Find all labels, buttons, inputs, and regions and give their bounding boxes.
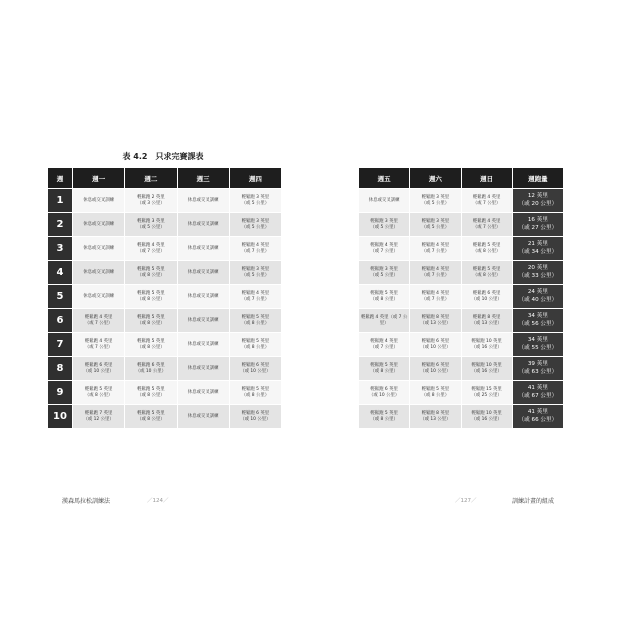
workout-cell <box>125 261 176 284</box>
cell-line: （或 10 公里） <box>420 368 451 374</box>
cell-line: 輕鬆跑 7 英里 <box>84 410 113 416</box>
workout-cell <box>230 285 281 308</box>
workout-cell <box>462 405 512 428</box>
cell-line: 休息或交叉訓練 <box>187 221 219 227</box>
table-row <box>48 333 281 356</box>
cell-line: （或 10 公里） <box>471 296 502 302</box>
workout-cell <box>410 189 460 212</box>
cell-line: 休息或交叉訓練 <box>187 389 219 395</box>
workout-cell <box>410 237 460 260</box>
cell-line: 21 英里 <box>527 241 548 248</box>
cell-line: （或 7 公里） <box>421 272 450 278</box>
workout-cell <box>230 381 281 404</box>
cell-line: 輕鬆跑 10 英里 <box>471 410 502 416</box>
cell-line: 休息或交叉訓練 <box>83 197 114 203</box>
column-header: 週跑量 <box>513 168 563 188</box>
workout-cell <box>462 309 512 332</box>
workout-cell <box>178 285 229 308</box>
cell-line: 12 英里 <box>527 193 548 200</box>
workout-cell <box>73 285 124 308</box>
column-header: 週 <box>48 168 72 188</box>
cell-line: 輕鬆跑 4 英里 <box>84 314 113 320</box>
cell-line: 輕鬆跑 5 英里 <box>370 290 398 296</box>
cell-line: （或 34 公里） <box>518 248 558 255</box>
workout-cell <box>178 405 229 428</box>
workout-cell <box>359 309 409 332</box>
week-number: 2 <box>48 213 72 236</box>
workout-cell <box>125 309 176 332</box>
cell-line: （或 55 公里） <box>518 344 558 351</box>
cell-line: 輕鬆跑 4 英里 <box>421 242 450 248</box>
cell-line: 輕鬆跑 4 英里 <box>421 266 450 272</box>
column-header: 週五 <box>359 168 409 188</box>
workout-cell <box>230 213 281 236</box>
workout-cell <box>230 189 281 212</box>
weekly-mileage-cell <box>513 285 563 308</box>
cell-line: （或 56 公里） <box>518 320 558 327</box>
workout-cell <box>73 405 124 428</box>
cell-line: （或 16 公里） <box>471 344 502 350</box>
workout-cell <box>359 333 409 356</box>
cell-line: （或 25 公里） <box>471 392 502 398</box>
cell-line: 輕鬆跑 6 英里 <box>421 338 450 344</box>
cell-line: （或 8 公里） <box>472 248 501 254</box>
table-row <box>48 285 281 308</box>
workout-cell <box>230 237 281 260</box>
week-number: 7 <box>48 333 72 356</box>
cell-line: （或 10 公里） <box>368 392 400 398</box>
table-row <box>359 309 563 332</box>
workout-cell <box>178 189 229 212</box>
cell-line: 輕鬆跑 8 英里 <box>472 314 501 320</box>
cell-line: 輕鬆跑 5 英里 <box>370 410 398 416</box>
cell-line: （或 7 公里） <box>84 344 113 350</box>
cell-line: （或 3 公里） <box>137 200 165 206</box>
workout-cell <box>359 357 409 380</box>
cell-line: 輕鬆跑 3 英里 <box>241 266 270 272</box>
table-row <box>48 405 281 428</box>
weekly-mileage-cell <box>513 189 563 212</box>
cell-line: （或 10 公里） <box>83 368 114 374</box>
cell-line: （或 5 公里） <box>137 224 165 230</box>
week-number: 8 <box>48 357 72 380</box>
table-row <box>359 237 563 260</box>
table-row <box>359 333 563 356</box>
workout-cell <box>73 381 124 404</box>
cell-line: 輕鬆跑 5 英里 <box>137 410 165 416</box>
cell-line: （或 16 公里） <box>471 368 502 374</box>
workout-cell <box>410 261 460 284</box>
workout-cell <box>178 261 229 284</box>
table-row <box>359 285 563 308</box>
workout-cell <box>230 333 281 356</box>
cell-line: 休息或交叉訓練 <box>187 341 219 347</box>
cell-line: 休息或交叉訓練 <box>83 293 114 299</box>
cell-line: 休息或交叉訓練 <box>187 197 219 203</box>
workout-cell <box>125 285 176 308</box>
cell-line: 輕鬆跑 5 英里 <box>472 266 501 272</box>
cell-line: 輕鬆跑 6 英里 <box>472 290 501 296</box>
cell-line: （或 40 公里） <box>518 296 558 303</box>
cell-line: 休息或交叉訓練 <box>187 293 219 299</box>
cell-line: （或 12 公里） <box>83 416 114 422</box>
workout-cell <box>73 213 124 236</box>
table-row <box>48 213 281 236</box>
cell-line: （或 5 公里） <box>370 224 398 230</box>
workout-cell <box>125 405 176 428</box>
cell-line: 休息或交叉訓練 <box>83 245 114 251</box>
workout-cell <box>462 285 512 308</box>
cell-line: （或 8 公里） <box>370 296 398 302</box>
cell-line: 輕鬆跑 10 英里 <box>471 338 502 344</box>
cell-line: 輕鬆跑 5 英里 <box>241 314 270 320</box>
cell-line: （或 5 公里） <box>421 224 450 230</box>
cell-line: （或 8 公里） <box>137 272 165 278</box>
workout-cell <box>178 357 229 380</box>
workout-cell <box>410 381 460 404</box>
cell-line: 41 英里 <box>527 409 548 416</box>
cell-line: 輕鬆跑 2 英里 <box>137 194 165 200</box>
cell-line: （或 13 公里） <box>420 416 451 422</box>
cell-line: （或 13 公里） <box>471 320 502 326</box>
workout-cell <box>359 405 409 428</box>
cell-line: 輕鬆跑 5 英里 <box>472 242 501 248</box>
workout-cell <box>462 381 512 404</box>
workout-cell <box>178 237 229 260</box>
cell-line: （或 8 公里） <box>137 416 165 422</box>
cell-line: 輕鬆跑 3 英里 <box>421 218 450 224</box>
cell-line: （或 5 公里） <box>241 200 270 206</box>
cell-line: 16 英里 <box>527 217 548 224</box>
workout-cell <box>410 285 460 308</box>
cell-line: 輕鬆跑 5 英里 <box>137 266 165 272</box>
cell-line: （或 7 公里） <box>241 296 270 302</box>
cell-line: （或 5 公里） <box>370 272 398 278</box>
footer-book-title: 漢森馬拉松訓練法 <box>62 498 111 505</box>
cell-line: 輕鬆跑 3 英里 <box>137 218 165 224</box>
workout-cell <box>178 381 229 404</box>
table-row <box>48 381 281 404</box>
cell-line: （或 8 公里） <box>137 320 165 326</box>
cell-line: （或 67 公里） <box>518 392 558 399</box>
table-row <box>359 381 563 404</box>
cell-line: 輕鬆跑 5 英里 <box>370 362 398 368</box>
weekly-mileage-cell <box>513 261 563 284</box>
cell-line: 輕鬆跑 6 英里 <box>421 362 450 368</box>
cell-line: （或 5 公里） <box>421 200 450 206</box>
workout-cell <box>359 213 409 236</box>
cell-line: （或 10 公里） <box>135 368 167 374</box>
cell-line: 輕鬆跑 6 英里 <box>137 362 165 368</box>
cell-line: （或 8 公里） <box>84 392 113 398</box>
cell-line: （或 10 公里） <box>240 416 271 422</box>
workout-cell <box>230 357 281 380</box>
column-header: 週六 <box>410 168 460 188</box>
workout-cell <box>125 333 176 356</box>
workout-cell <box>230 405 281 428</box>
weekly-mileage-cell <box>513 309 563 332</box>
workout-cell <box>359 261 409 284</box>
week-number: 6 <box>48 309 72 332</box>
cell-line: 輕鬆跑 4 英里 <box>370 338 398 344</box>
cell-line: 輕鬆跑 5 英里 <box>84 386 113 392</box>
cell-line: 輕鬆跑 4 英里 <box>472 218 501 224</box>
column-header: 週四 <box>230 168 281 188</box>
cell-line: （或 8 公里） <box>370 368 398 374</box>
cell-line: 輕鬆跑 4 英里 <box>241 290 270 296</box>
workout-cell <box>410 333 460 356</box>
workout-cell <box>73 261 124 284</box>
cell-line: （或 10 公里） <box>240 368 271 374</box>
cell-line: 34 英里 <box>527 337 548 344</box>
cell-line: （或 7 公里） <box>370 248 398 254</box>
cell-line: 輕鬆跑 4 英里 <box>421 290 450 296</box>
table-row <box>359 357 563 380</box>
cell-line: 休息或交叉訓練 <box>83 221 114 227</box>
cell-line: 休息或交叉訓練 <box>187 245 219 251</box>
cell-line: （或 33 公里） <box>518 272 558 279</box>
week-number: 9 <box>48 381 72 404</box>
workout-cell <box>359 189 409 212</box>
workout-cell <box>178 333 229 356</box>
cell-line: （或 8 公里） <box>137 296 165 302</box>
page-number-left: ／124／ <box>147 498 169 504</box>
workout-cell <box>462 357 512 380</box>
cell-line: 輕鬆跑 6 英里 <box>370 386 398 392</box>
workout-cell <box>73 237 124 260</box>
column-header: 週二 <box>125 168 176 188</box>
cell-line: （或 8 公里） <box>421 392 450 398</box>
cell-line: 輕鬆跑 3 英里 <box>370 218 398 224</box>
cell-line: 輕鬆跑 5 英里 <box>137 338 165 344</box>
cell-line: （或 5 公里） <box>241 224 270 230</box>
cell-line: （或 7 公里） <box>421 248 450 254</box>
workout-cell <box>410 405 460 428</box>
workout-cell <box>125 213 176 236</box>
cell-line: （或 8 公里） <box>137 344 165 350</box>
cell-line: （或 8 公里） <box>472 272 501 278</box>
workout-cell <box>73 333 124 356</box>
column-header: 週三 <box>178 168 229 188</box>
table-row <box>359 261 563 284</box>
cell-line: 20 英里 <box>527 265 548 272</box>
cell-line: 輕鬆跑 5 英里 <box>137 386 165 392</box>
cell-line: 輕鬆跑 3 英里 <box>241 194 270 200</box>
cell-line: 輕鬆跑 6 英里 <box>241 362 270 368</box>
cell-line: （或 8 公里） <box>241 320 270 326</box>
cell-line: 39 英里 <box>527 361 548 368</box>
cell-line: （或 8 公里） <box>370 416 398 422</box>
week-number: 3 <box>48 237 72 260</box>
workout-cell <box>462 189 512 212</box>
cell-line: 輕鬆跑 4 英里 <box>370 242 398 248</box>
workout-cell <box>178 213 229 236</box>
workout-cell <box>178 309 229 332</box>
cell-line: （或 13 公里） <box>420 320 451 326</box>
table-row <box>48 237 281 260</box>
cell-line: （或 7 公里） <box>421 296 450 302</box>
cell-line: 輕鬆跑 5 英里 <box>241 386 270 392</box>
workout-cell <box>462 261 512 284</box>
cell-line: （或 7 公里） <box>370 344 398 350</box>
cell-line: （或 7 公里） <box>472 224 501 230</box>
cell-line: 輕鬆跑 3 英里 <box>370 266 398 272</box>
workout-cell <box>359 237 409 260</box>
workout-cell <box>73 357 124 380</box>
table-row <box>48 357 281 380</box>
cell-line: 輕鬆跑 5 英里 <box>137 290 165 296</box>
workout-cell <box>230 261 281 284</box>
workout-cell <box>410 213 460 236</box>
cell-line: （或 8 公里） <box>137 392 165 398</box>
footer-chapter-title: 訓練計畫的組成 <box>512 498 555 505</box>
workout-cell <box>410 309 460 332</box>
table-row <box>48 189 281 212</box>
workout-cell <box>462 213 512 236</box>
cell-line: （或 7 公里） <box>137 248 165 254</box>
cell-line: 輕鬆跑 8 英里 <box>421 314 450 320</box>
schedule-table-left <box>47 167 282 429</box>
cell-line: 休息或交叉訓練 <box>187 269 219 275</box>
column-header: 週日 <box>462 168 512 188</box>
cell-line: （或 8 公里） <box>241 392 270 398</box>
cell-line: 休息或交叉訓練 <box>187 317 219 323</box>
cell-line: 休息或交叉訓練 <box>187 413 219 419</box>
table-row <box>48 309 281 332</box>
cell-line: 輕鬆跑 4 英里 <box>472 194 501 200</box>
cell-line: 41 英里 <box>527 385 548 392</box>
workout-cell <box>462 237 512 260</box>
weekly-mileage-cell <box>513 237 563 260</box>
workout-cell <box>359 381 409 404</box>
workout-cell <box>359 285 409 308</box>
cell-line: 輕鬆跑 4 英里（或 7 公里） <box>360 314 408 326</box>
cell-line: 輕鬆跑 6 英里 <box>241 410 270 416</box>
cell-line: （或 66 公里） <box>518 416 558 423</box>
weekly-mileage-cell <box>513 357 563 380</box>
cell-line: 24 英里 <box>527 289 548 296</box>
cell-line: （或 7 公里） <box>241 248 270 254</box>
cell-line: 輕鬆跑 10 英里 <box>471 362 502 368</box>
workout-cell <box>462 333 512 356</box>
cell-line: 輕鬆跑 3 英里 <box>241 218 270 224</box>
cell-line: （或 7 公里） <box>472 200 501 206</box>
cell-line: 輕鬆跑 5 英里 <box>241 338 270 344</box>
table-title: 表 4.2 只求完賽課表 <box>122 152 204 161</box>
cell-line: （或 63 公里） <box>518 368 558 375</box>
week-number: 5 <box>48 285 72 308</box>
week-number: 1 <box>48 189 72 212</box>
cell-line: （或 27 公里） <box>518 224 558 231</box>
cell-line: （或 7 公里） <box>84 320 113 326</box>
cell-line: （或 20 公里） <box>518 200 558 207</box>
cell-line: 輕鬆跑 8 英里 <box>421 410 450 416</box>
cell-line: 輕鬆跑 5 英里 <box>421 386 450 392</box>
table-row <box>359 189 563 212</box>
cell-line: 輕鬆跑 15 英里 <box>471 386 502 392</box>
cell-line: 輕鬆跑 4 英里 <box>137 242 165 248</box>
cell-line: （或 10 公里） <box>420 344 451 350</box>
week-number: 10 <box>48 405 72 428</box>
cell-line: 輕鬆跑 6 英里 <box>84 362 113 368</box>
schedule-table-right <box>358 167 564 429</box>
weekly-mileage-cell <box>513 213 563 236</box>
workout-cell <box>73 189 124 212</box>
cell-line: 休息或交叉訓練 <box>187 365 219 371</box>
workout-cell <box>73 309 124 332</box>
workout-cell <box>125 381 176 404</box>
weekly-mileage-cell <box>513 333 563 356</box>
workout-cell <box>230 309 281 332</box>
page-number-right: ／127／ <box>455 498 477 504</box>
workout-cell <box>125 189 176 212</box>
week-number: 4 <box>48 261 72 284</box>
cell-line: 34 英里 <box>527 313 548 320</box>
workout-cell <box>125 357 176 380</box>
table-row <box>359 213 563 236</box>
cell-line: 輕鬆跑 4 英里 <box>241 242 270 248</box>
weekly-mileage-cell <box>513 405 563 428</box>
cell-line: （或 16 公里） <box>471 416 502 422</box>
weekly-mileage-cell <box>513 381 563 404</box>
cell-line: 輕鬆跑 3 英里 <box>421 194 450 200</box>
cell-line: 輕鬆跑 4 英里 <box>84 338 113 344</box>
cell-line: （或 8 公里） <box>241 344 270 350</box>
column-header: 週一 <box>73 168 124 188</box>
table-row <box>359 405 563 428</box>
workout-cell <box>410 357 460 380</box>
cell-line: 休息或交叉訓練 <box>83 269 114 275</box>
cell-line: 輕鬆跑 5 英里 <box>137 314 165 320</box>
workout-cell <box>125 237 176 260</box>
cell-line: 休息或交叉訓練 <box>368 197 400 203</box>
cell-line: （或 5 公里） <box>241 272 270 278</box>
table-row <box>48 261 281 284</box>
